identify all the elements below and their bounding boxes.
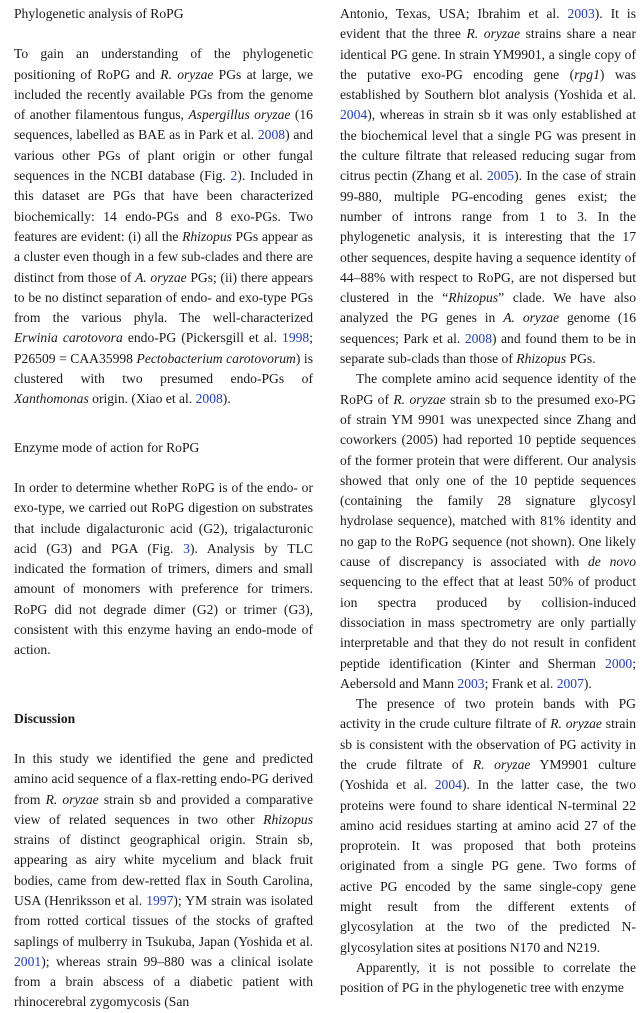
italic-term: Rhizopus: [263, 811, 313, 827]
citation-link[interactable]: 2003: [567, 6, 595, 21]
text-run: ) and found them to be in separate sub-clads than those of: [340, 330, 636, 367]
text-run: YM9901 culture (Yoshida et al.: [340, 756, 636, 793]
text-run: ). In the latter case, the two proteins were found to share identical N-terminal 22 amino acid residues starting at amino acid 27 of the proprotein. It was proposed that both proteins originated from a single PG gene. Two forms of active PG encoded by the same single-copy gene might result from the different extents of glycosylation at the two of the predicted N-glycosylation sites at positions N170 and N219.: [340, 777, 636, 955]
citation-link[interactable]: 2001: [14, 953, 42, 969]
text-run: ).: [583, 675, 592, 691]
paragraph: [340, 4, 636, 369]
italic-term: Rhizopus: [182, 228, 232, 244]
citation-link[interactable]: 2008: [195, 391, 223, 407]
italic-term: A. oryzae: [503, 310, 560, 326]
italic-term: Rhizopus: [448, 290, 499, 306]
citation-link[interactable]: 2007: [556, 675, 584, 691]
text-run: ); whereas strain 99–880 was a clinical isolate from a brain abscess of a diabetic patient with rhinocerebral zygomycosis (San: [14, 953, 313, 1010]
text-run: strain sb and provided a comparative view of related sequences in two other: [14, 791, 314, 827]
paragraph: [14, 478, 313, 661]
text-run: ) and various other PGs of plant origin or other fungal sequences in the NCBI database (Fig.: [14, 127, 313, 184]
text-run: The complete amino acid sequence identity of the RoPG of: [340, 371, 636, 407]
text-run: sequencing to the effect that at least 50% of product ion spectra produced by collision-induced dissociation in mass spectrometry are only partially interpretable and that they do not result in confident peptide identification (Kinter and Sherman: [340, 574, 636, 671]
text-run: ; P26509 = CAA35998: [14, 330, 313, 366]
italic-term: R. oryzae: [45, 791, 99, 807]
text-run: strain sb is consistent with the observation of PG activity in the crude filtrate of: [340, 716, 637, 772]
citation-link[interactable]: 2008: [257, 127, 286, 143]
left-column: [14, 4, 313, 1013]
paragraph: [14, 749, 313, 1013]
text-run: Apparently, it is not possible to correlate the position of PG in the phylogenetic tree with enzyme: [340, 959, 636, 996]
text-run: PGs; (ii) there appears to be no distinct separation of endo- and exo-type PGs from the various phyla. The well-characterized: [14, 269, 314, 326]
text-run: ” clade. We have also analyzed the PG genes in: [340, 290, 636, 326]
text-run: ; Aebersold and Mann: [340, 655, 636, 691]
text-run: Antonio, Texas, USA; Ibrahim et al.: [340, 6, 568, 21]
citation-link[interactable]: 2: [230, 168, 238, 184]
text-run: strain sb to the presumed exo-PG of strain YM 9901 was unexpected since Zhang and coworkers (2005) had reported 10 peptide sequences of the former protein that were different. Our analysis showed that only one of the 10 peptide sequences (containing the family 28 signature glycosyl hydrolase sequence), matched with 81% identity and no gap to the RoPG sequence (not shown). One likely cause of discrepancy is associated with: [340, 391, 636, 570]
citation-link[interactable]: 2004: [434, 777, 462, 793]
italic-term: Xanthomonas: [14, 391, 89, 407]
italic-term: Erwinia carotovora: [14, 330, 123, 346]
text-run: strains of distinct geographical origin. Strain sb, appearing as airy white mycelium and black fruit bodies, came from dew-retted flax in South Carolina, USA (Henriksson et al.: [14, 832, 313, 908]
text-run: ), whereas in strain sb it was only established at the biochemical level that a single PG was present in the culture filtrate that released reducing sugar from citrus pectin (Zhang et al.: [340, 107, 636, 184]
text-run: (16 sequences, labelled as BAE as in Park et al.: [14, 107, 313, 143]
text-run: In order to determine whether RoPG is of the endo- or exo-type, we carried out RoPG digestion on substrates that include digalacturonic acid (G2), trigalacturonic acid (G3) and PGA (Fig.: [14, 479, 313, 556]
text-run: ).: [222, 391, 231, 407]
italic-term: Pectobacterium carotovorum: [136, 350, 296, 366]
text-run: origin. (Xiao et al.: [88, 391, 196, 407]
italic-term: R. oryzae: [466, 26, 521, 42]
italic-term: Rhizopus: [516, 351, 567, 367]
text-run: ). It is evident that the three: [340, 6, 636, 42]
text-run: genome (16 sequences; Park et al.: [340, 310, 636, 346]
italic-term: R. oryzae: [393, 391, 446, 407]
text-run: ); YM strain was isolated from rotted cortical tissues of the stocks of grafted saplings of mulberry in Tsukuba, Japan (Yoshida et al.: [14, 892, 313, 949]
citation-link[interactable]: 2003: [457, 675, 485, 691]
italic-term: rpg1: [574, 66, 600, 82]
text-run: ). Included in this dataset are PGs that have been characterized biochemically: 14 endo-PGs and 8 exo-PGs. Two features are evident: (i) all the: [14, 168, 313, 244]
right-column: [340, 4, 636, 999]
text-run: endo-PG (Pickersgill et al.: [122, 330, 283, 346]
text-run: The presence of two protein bands with PG activity in the crude culture filtrate of: [340, 696, 636, 732]
italic-term: R. oryzae: [550, 716, 602, 732]
citation-link[interactable]: 1997: [146, 892, 174, 908]
citation-link[interactable]: 2004: [340, 107, 368, 123]
section-heading-discussion: Discussion: [14, 710, 76, 726]
paragraph: [340, 958, 636, 999]
paragraph: [340, 694, 636, 958]
text-run: ) is clustered with two presumed endo-PGs of: [14, 350, 313, 387]
paragraph: [14, 44, 313, 409]
citation-link[interactable]: 3: [183, 540, 190, 556]
text-run: ). Analysis by TLC indicated the formation of trimers, dimers and small amount of monomers with preference for trimers. RoPG did not degrade dimer (G2) or trimer (G3), consistent with this enzyme having an endo-mode of action.: [14, 540, 313, 658]
citation-link[interactable]: 2000: [605, 655, 633, 671]
italic-term: Aspergillus oryzae: [188, 107, 291, 123]
italic-term: R. oryzae: [472, 756, 531, 772]
text-run: PGs appear as a cluster even though in a few sub-clades and there are distinct from those of: [14, 228, 313, 285]
paragraph: [340, 369, 636, 694]
text-run: strains share a near identical PG gene. In strain YM9901, a single copy of the putative exo-PG encoding gene (: [340, 26, 636, 82]
italic-term: A. oryzae: [135, 269, 187, 285]
citation-link[interactable]: 1998: [282, 330, 310, 346]
citation-link[interactable]: 2005: [486, 168, 515, 184]
italic-term: de novo: [588, 554, 636, 570]
text-run: PGs.: [566, 351, 596, 367]
text-run: To gain an understanding of the phylogenetic positioning of RoPG and: [14, 46, 313, 82]
text-run: ). In the case of strain 99-880, multiple PG-encoding genes exist; the number of introns range from 1 to 3. In the phylogenetic analysis, it is interesting that the 17 other sequences, despite having a sequence identity of 44–88% with respect to RoPG, are not dispersed but clustered in the “: [340, 168, 637, 306]
text-run: In this study we identified the gene and predicted amino acid sequence of a flax-retting endo-PG derived from: [14, 750, 313, 807]
text-run: ; Frank et al.: [484, 675, 557, 691]
section-heading-phylogenetic: Phylogenetic analysis of RoPG: [14, 6, 184, 21]
text-run: ) was established by Southern blot analysis (Yoshida et al.: [340, 66, 636, 103]
text-run: PGs at large, we included the recently available PGs from the genome of another filamentous fungus,: [14, 66, 314, 123]
citation-link[interactable]: 2008: [464, 330, 492, 346]
section-heading-enzyme-mode: Enzyme mode of action for RoPG: [14, 439, 200, 455]
italic-term: R. oryzae: [160, 66, 214, 82]
